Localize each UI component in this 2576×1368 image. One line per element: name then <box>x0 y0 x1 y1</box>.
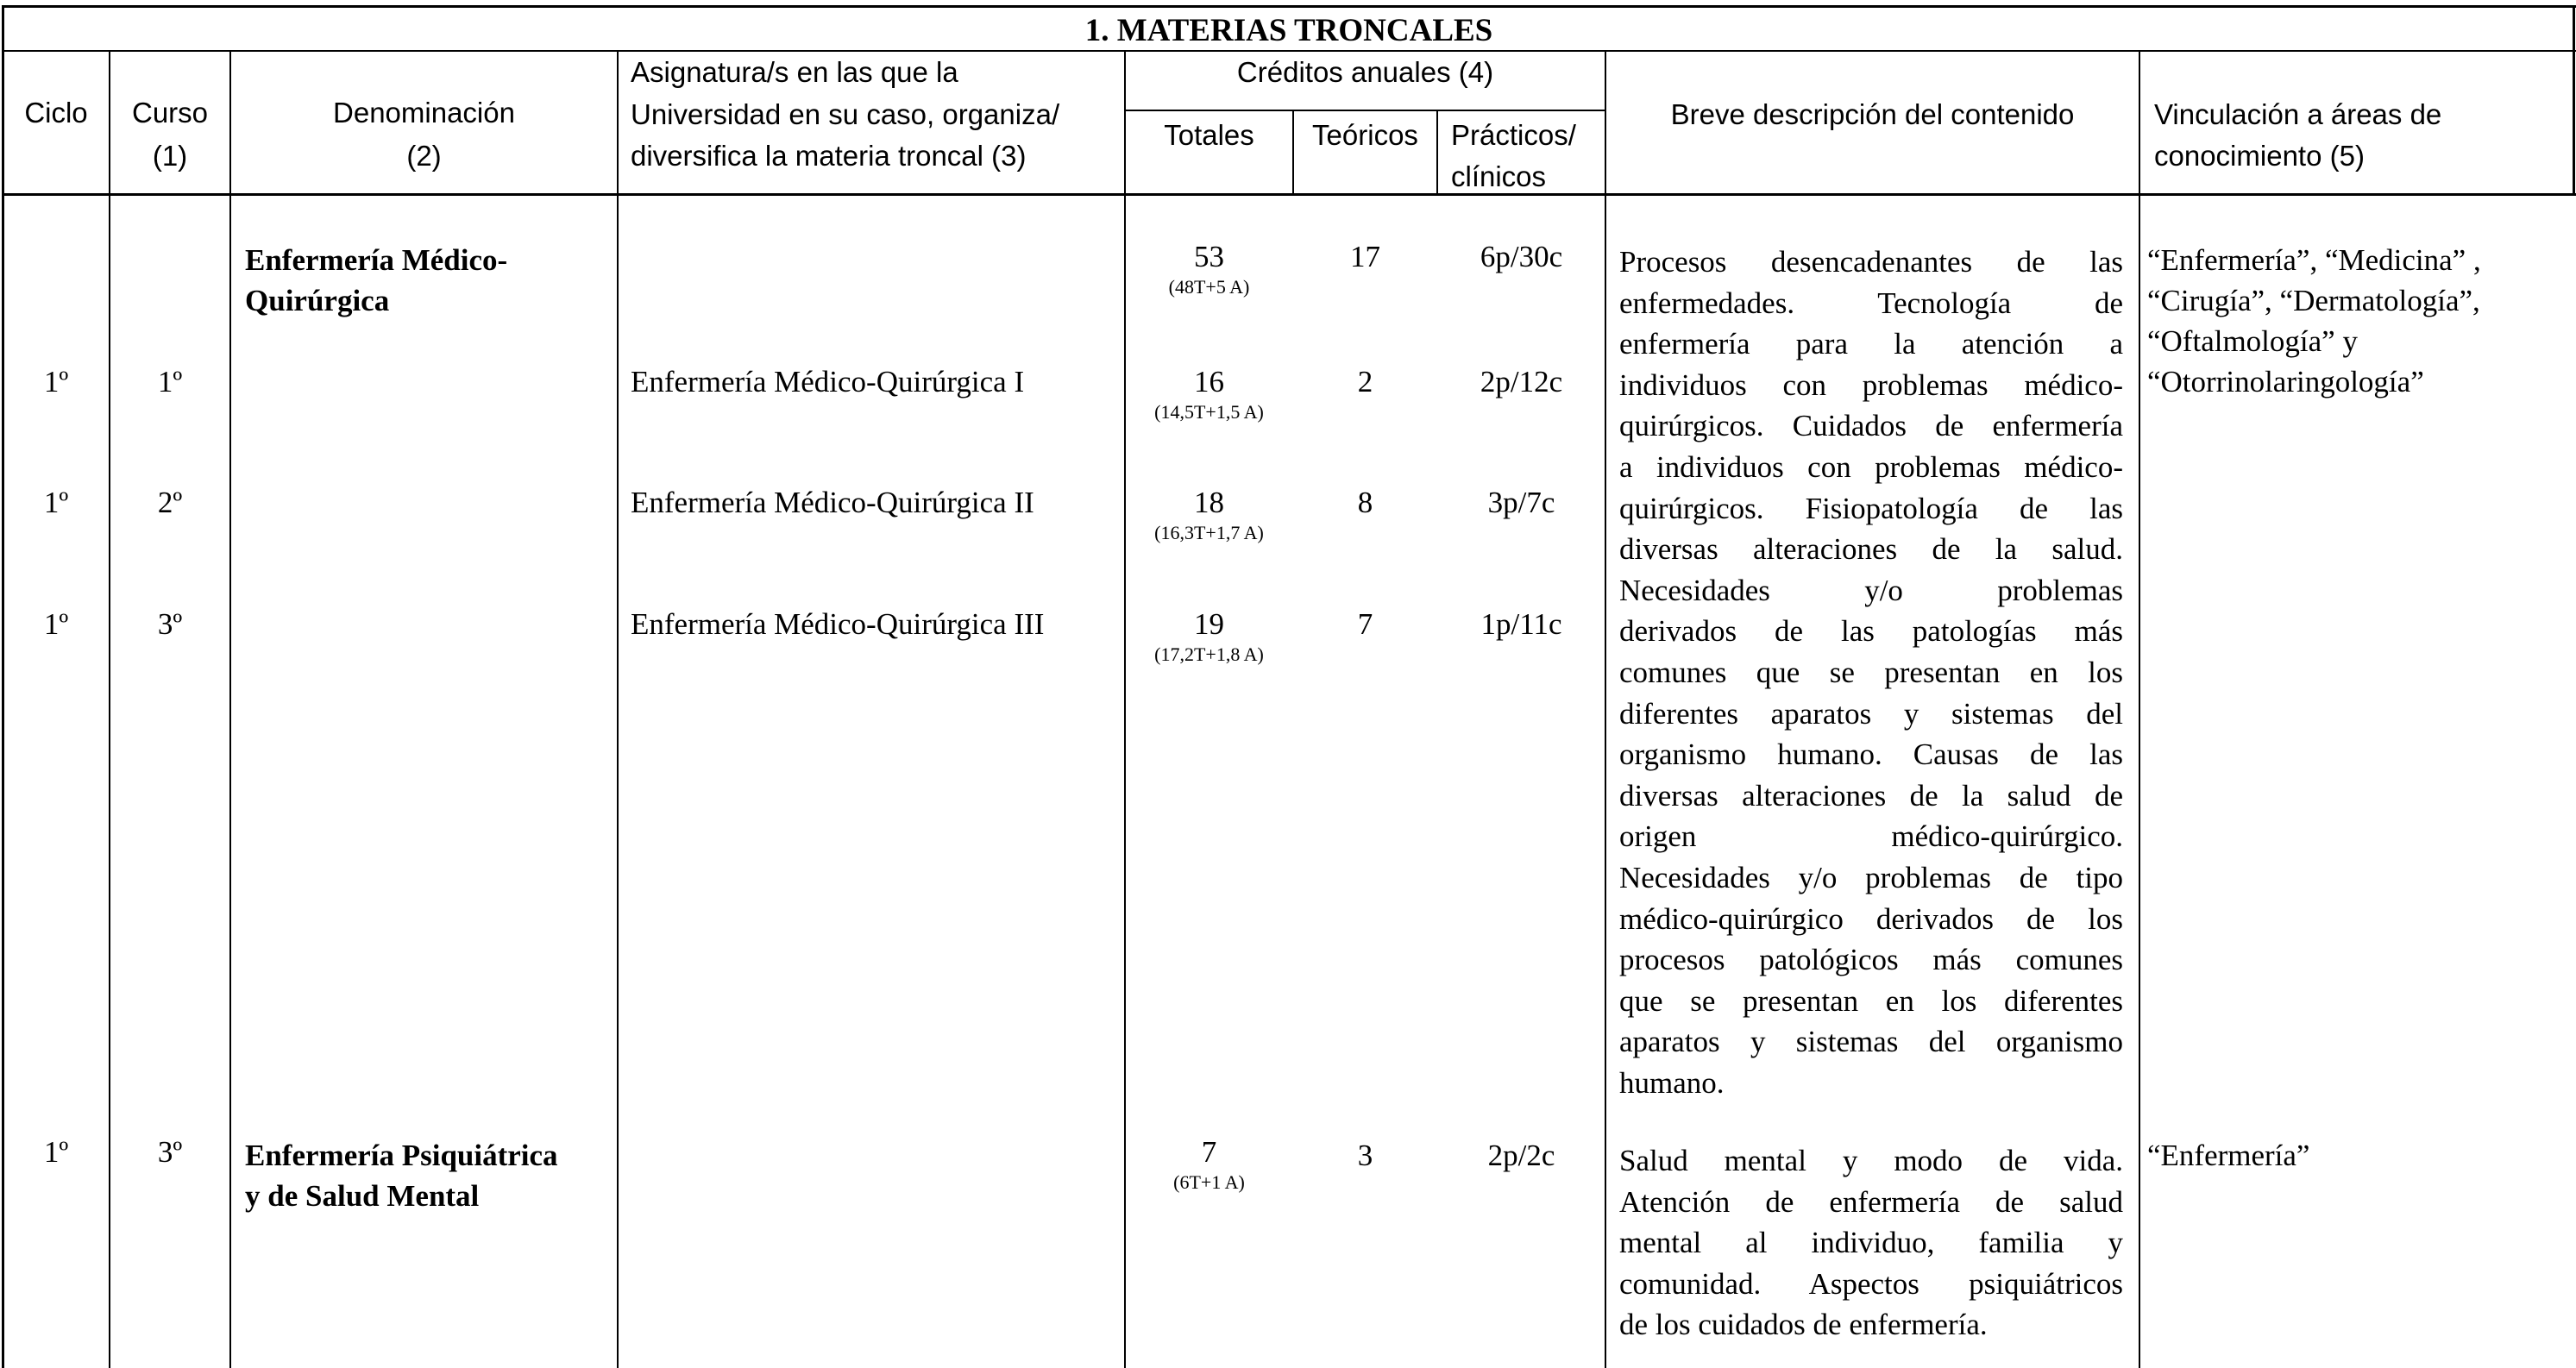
header-clinicos: clínicos <box>1451 160 1547 192</box>
area-line: “Otorrinolaringología” <box>2147 365 2424 398</box>
area-line: “Cirugía”, “Dermatología”, <box>2147 284 2480 317</box>
description-line: de los cuidados de enfermería. <box>1619 1308 1988 1342</box>
area-line: “Enfermería”, “Medicina” , <box>2147 243 2481 277</box>
header-curso: Curso <box>131 97 209 129</box>
description-line: aparatos y sistemas del organismo <box>1619 1025 2123 1059</box>
subject-name: Enfermería Médico-Quirúrgica I <box>631 365 1025 398</box>
materia-totales: 7 <box>1201 1135 1217 1169</box>
subject-ciclo: 1º <box>43 486 69 519</box>
header-creditos-anuales: Créditos anuales (4) <box>1236 56 1494 88</box>
area-line: “Oftalmología” y <box>2147 324 2358 358</box>
materia-name-line-2: y de Salud Mental <box>245 1179 480 1213</box>
materia-name-line-1: Enfermería Psiquiátrica <box>245 1139 558 1172</box>
header-ciclo: Ciclo <box>24 97 88 129</box>
description-line: quirúrgicos. Fisiopatología de las <box>1619 491 2123 525</box>
subject-name: Enfermería Médico-Quirúrgica III <box>631 607 1045 641</box>
description-line: diversas alteraciones de la salud. <box>1619 532 2123 567</box>
subject-ciclo: 1º <box>43 365 69 398</box>
header-practicos: Prácticos/ <box>1451 119 1576 151</box>
subject-curso: 3º <box>157 607 183 641</box>
subject-teoricos: 2 <box>1357 365 1373 398</box>
header-bottom-rule <box>2 193 2576 196</box>
description-line: procesos patológicos más comunes <box>1619 943 2123 977</box>
materia-name-line-1: Enfermería Médico- <box>245 243 508 277</box>
area-line: “Enfermería” <box>2147 1139 2310 1172</box>
subject-totales-detail: (14,5T+1,5 A) <box>1154 401 1264 423</box>
header-vinculacion-line-1: Vinculación a áreas de <box>2154 98 2442 130</box>
description-line: médico-quirúrgico derivados de los <box>1619 901 2123 936</box>
description-line: organismo humano. Causas de las <box>1619 737 2123 772</box>
description-line: origen médico-quirúrgico. <box>1619 819 2123 854</box>
description-line: derivados de las patologías más <box>1619 614 2123 649</box>
description-line: a individuos con problemas médico- <box>1619 449 2123 484</box>
header-asignaturas-line-1: Asignatura/s en las que la <box>631 56 958 88</box>
col-border-teoricos <box>1436 110 1438 195</box>
subject-totales: 18 <box>1194 486 1224 519</box>
description-line: diferentes aparatos y sistemas del <box>1619 696 2123 731</box>
materia-teoricos: 17 <box>1350 240 1380 273</box>
description-line: humano. <box>1619 1065 1725 1100</box>
subject-teoricos: 8 <box>1357 486 1373 519</box>
header-curso-ref: (1) <box>152 140 188 172</box>
materia-curso: 3º <box>157 1135 183 1169</box>
description-line: Necesidades y/o problemas <box>1619 573 2123 607</box>
description-line: Necesidades y/o problemas de tipo <box>1619 860 2123 894</box>
header-vinculacion-line-2: conocimiento (5) <box>2154 140 2365 172</box>
materia-practicos: 6p/30c <box>1480 240 1563 273</box>
subject-practicos: 1p/11c <box>1480 607 1562 641</box>
col-border-creditos <box>1605 50 1606 1368</box>
creditos-subheader-rule <box>1124 110 1605 111</box>
subject-practicos: 2p/12c <box>1480 365 1563 398</box>
header-asignaturas-line-3: diversifica la materia troncal (3) <box>631 140 1027 172</box>
description-line: Salud mental y modo de vida. <box>1619 1144 2123 1177</box>
description-line: enfermedades. Tecnología de <box>1619 286 2123 320</box>
subject-totales: 16 <box>1194 365 1224 398</box>
subject-curso: 1º <box>157 365 183 398</box>
header-descripcion: Breve descripción del contenido <box>1670 98 2075 130</box>
materia-description <box>1619 242 2123 1103</box>
header-asignaturas-line-2: Universidad en su caso, organiza/ <box>631 98 1060 130</box>
description-line: comunidad. Aspectos psiquiátricos <box>1619 1266 2123 1301</box>
subject-name: Enfermería Médico-Quirúrgica II <box>631 486 1034 519</box>
header-teoricos: Teóricos <box>1312 119 1418 151</box>
description-line: mental al individuo, familia y <box>1619 1226 2123 1260</box>
description-line: que se presentan en los diferentes <box>1619 983 2123 1018</box>
materia-name-line-2: Quirúrgica <box>245 284 390 317</box>
description-line: comunes que se presentan en los <box>1619 655 2123 689</box>
subject-totales-detail: (16,3T+1,7 A) <box>1154 522 1264 543</box>
title-bottom-rule <box>2 50 2576 52</box>
materia-description <box>1619 1140 2123 1346</box>
description-line: diversas alteraciones de la salud de <box>1619 778 2123 813</box>
col-border-denominacion <box>617 50 619 1368</box>
col-border-descripcion <box>2139 50 2140 1368</box>
subject-teoricos: 7 <box>1357 607 1373 641</box>
header-denominacion-ref: (2) <box>406 140 442 172</box>
materia-ciclo: 1º <box>43 1135 69 1169</box>
col-border-ciclo <box>109 50 110 1368</box>
subject-ciclo: 1º <box>43 607 69 641</box>
header-totales: Totales <box>1164 119 1254 151</box>
description-line: Atención de enfermería de salud <box>1619 1184 2123 1219</box>
subject-practicos: 3p/7c <box>1487 486 1555 519</box>
subject-totales-detail: (17,2T+1,8 A) <box>1154 643 1264 665</box>
col-border-curso <box>229 50 231 1368</box>
header-denominacion: Denominación <box>333 97 515 129</box>
materia-totales-detail: (48T+5 A) <box>1168 276 1250 298</box>
subject-totales: 19 <box>1194 607 1224 641</box>
materia-totales: 53 <box>1194 240 1224 273</box>
materia-teoricos: 3 <box>1357 1139 1373 1172</box>
table-title: 1. MATERIAS TRONCALES <box>1084 13 1493 48</box>
description-line: enfermería para la atención a <box>1619 327 2123 361</box>
description-line: individuos con problemas médico- <box>1619 367 2123 402</box>
table-top-border <box>2 5 2576 8</box>
subject-curso: 2º <box>157 486 183 519</box>
materia-totales-detail: (6T+1 A) <box>1173 1171 1245 1193</box>
description-line: quirúrgicos. Cuidados de enfermería <box>1619 409 2123 443</box>
materia-practicos: 2p/2c <box>1487 1139 1555 1172</box>
description-line: Procesos desencadenantes de las <box>1619 245 2123 279</box>
